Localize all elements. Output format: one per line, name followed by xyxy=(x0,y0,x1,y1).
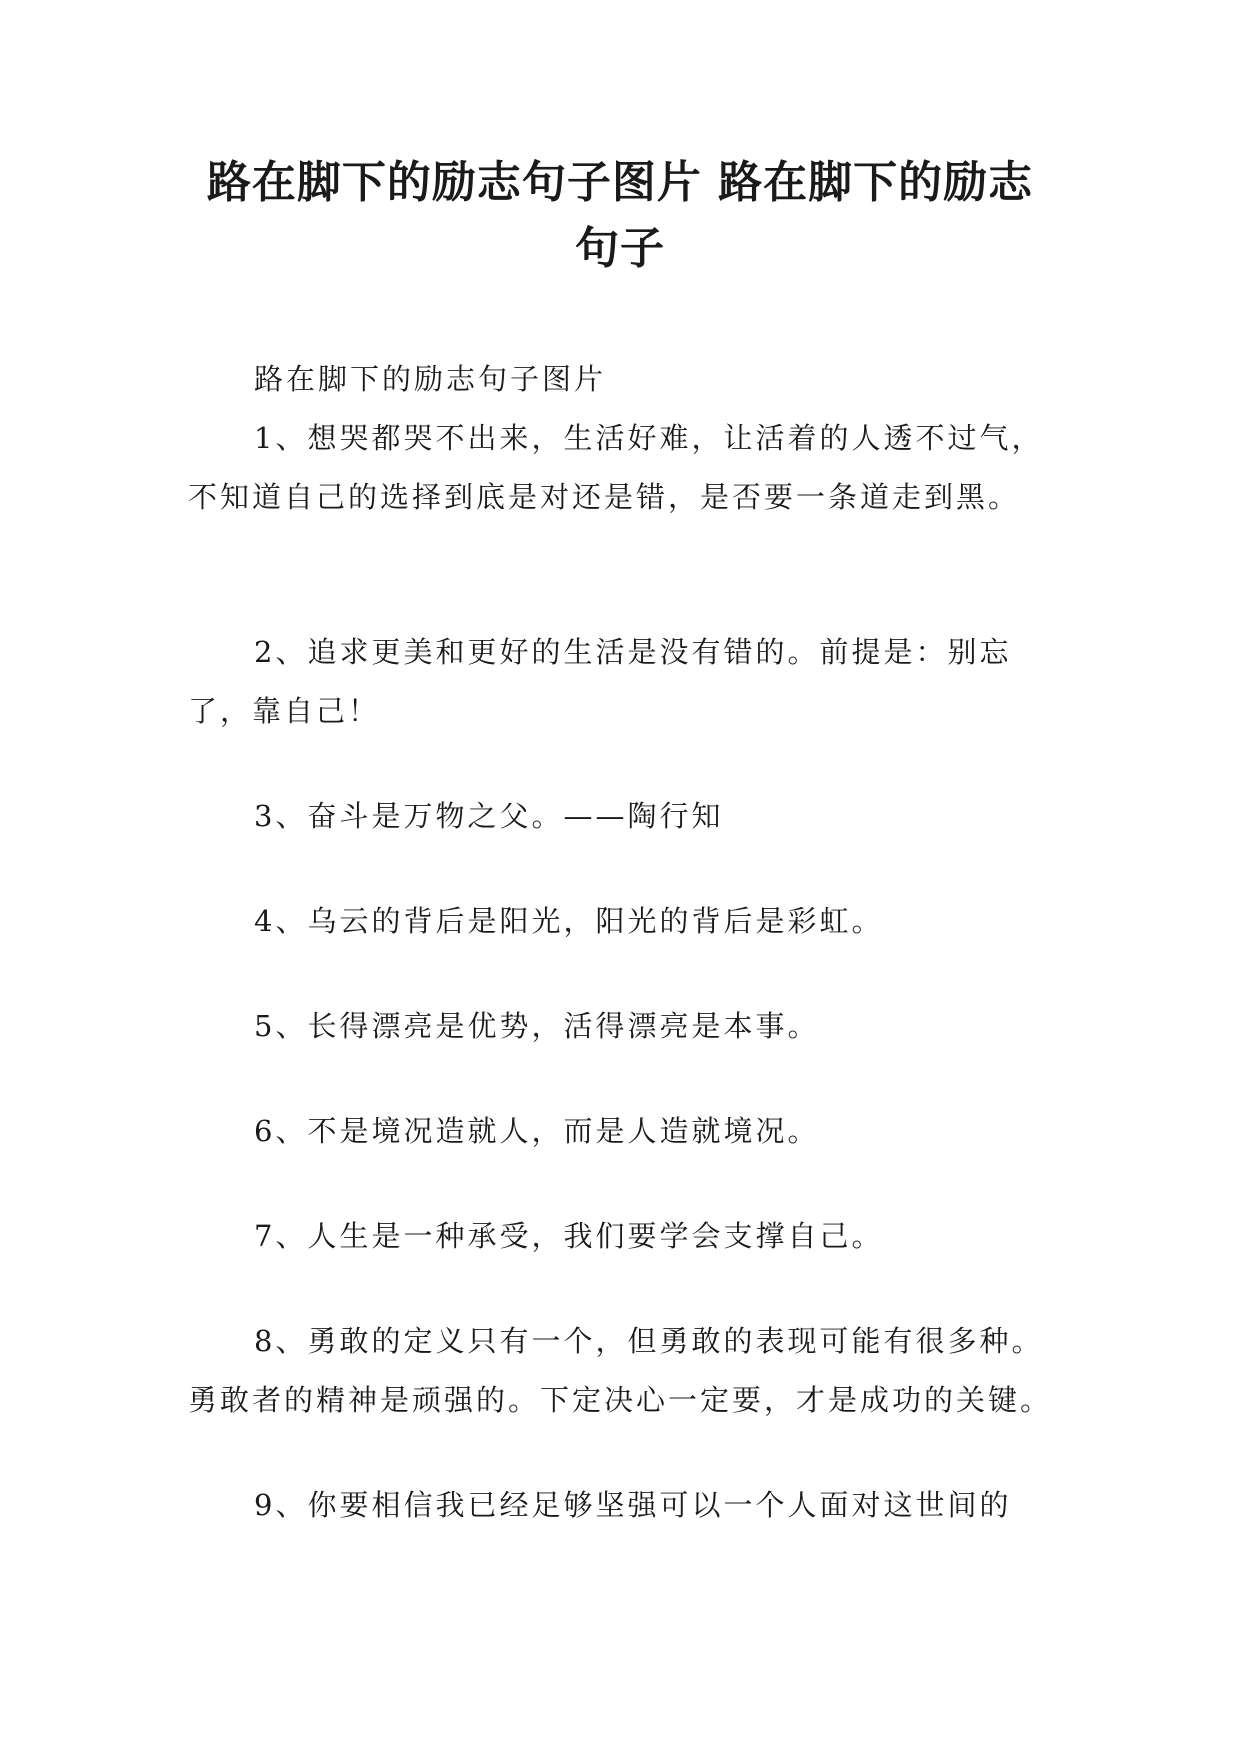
paragraph-gap xyxy=(188,1266,1068,1312)
item-4-line-1: 4、乌云的背后是阳光，阳光的背后是彩虹。 xyxy=(254,904,884,938)
list-item xyxy=(188,1102,1068,1161)
list-item xyxy=(188,1476,1068,1535)
document-title xyxy=(150,150,1090,282)
paragraph-gap xyxy=(188,1056,1068,1102)
list-item xyxy=(188,997,1068,1056)
item-9-line-1: 9、你要相信我已经足够坚强可以一个人面对这世间的 xyxy=(254,1488,1012,1522)
paragraph-gap xyxy=(188,1430,1068,1476)
subheading: 路在脚下的励志句子图片 xyxy=(254,362,607,396)
item-2-line-2: 了，靠自己！ xyxy=(188,694,381,728)
list-item xyxy=(188,892,1068,951)
item-6-line-1: 6、不是境况造就人，而是人造就境况。 xyxy=(254,1114,820,1148)
paragraph-gap xyxy=(188,527,1068,623)
paragraph-gap xyxy=(188,846,1068,892)
paragraph-gap xyxy=(188,1161,1068,1207)
item-8-line-2: 勇敢者的精神是顽强的。下定决心一定要，才是成功的关键。 xyxy=(188,1383,1053,1417)
item-8-line-1: 8、勇敢的定义只有一个，但勇敢的表现可能有很多种。 xyxy=(254,1324,1044,1358)
list-item xyxy=(188,623,1068,741)
list-item xyxy=(188,1207,1068,1266)
intro-block xyxy=(188,350,1068,527)
item-1-line-1: 1、想哭都哭不出来，生活好难，让活着的人透不过气， xyxy=(254,421,1044,455)
document-body xyxy=(188,350,1068,1535)
paragraph-gap xyxy=(188,741,1068,787)
item-3-line-1: 3、奋斗是万物之父。——陶行知 xyxy=(254,799,724,833)
list-item xyxy=(188,1312,1068,1430)
title-line-2: 句子 xyxy=(575,223,665,274)
item-2-line-1: 2、追求更美和更好的生活是没有错的。前提是：别忘 xyxy=(254,635,1012,669)
item-5-line-1: 5、长得漂亮是优势，活得漂亮是本事。 xyxy=(254,1009,820,1043)
title-line-1: 路在脚下的励志句子图片 路在脚下的励志 xyxy=(206,157,1034,208)
paragraph-gap xyxy=(188,951,1068,997)
item-7-line-1: 7、人生是一种承受，我们要学会支撑自己。 xyxy=(254,1219,884,1253)
list-item xyxy=(188,787,1068,846)
item-1-line-2: 不知道自己的选择到底是对还是错，是否要一条道走到黑。 xyxy=(188,480,1021,514)
